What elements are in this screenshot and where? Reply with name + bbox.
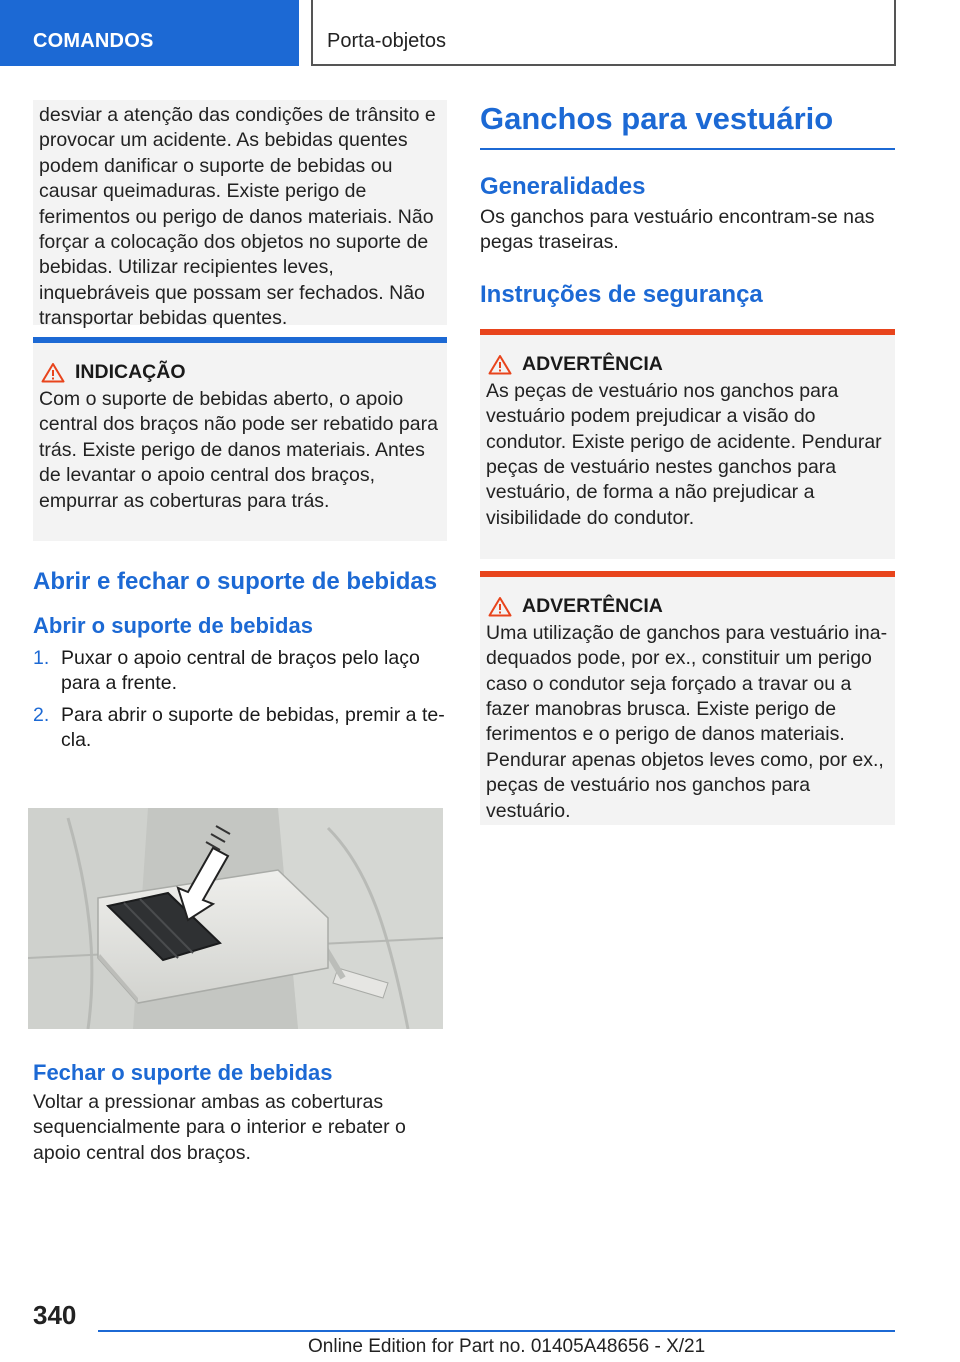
warning-triangle-icon xyxy=(488,596,512,617)
warning-triangle-icon xyxy=(488,354,512,375)
footer-divider xyxy=(98,1330,895,1332)
notice-box xyxy=(33,337,447,541)
steps-list xyxy=(33,646,447,754)
step-text: Para abrir o suporte de bebidas, premir a tecla. xyxy=(61,703,445,752)
warning-title-row xyxy=(486,353,889,376)
subheading-safety: Instruções de segurança xyxy=(480,280,763,308)
list-item xyxy=(33,646,447,697)
warning-text: As peças de vestuário nos ganchos para vestuário podem prejudicar a visão do condutor. Existe perigo de acidente. Pendurar peças de vestuário nestes ganchos para vestuário, de forma a não prejudicar a visibilidade do condutor. xyxy=(486,379,882,529)
page-number: 340 xyxy=(33,1300,77,1330)
section-heading-hooks: Ganchos para vestuário xyxy=(480,100,895,150)
topic-header xyxy=(311,0,896,66)
warning-title: ADVERTÊNCIA xyxy=(522,594,663,617)
edition-text: Online Edition for Part no. 01405A48656 - X/21 xyxy=(308,1336,706,1357)
subheading-general: Generalidades xyxy=(480,173,646,200)
warning-title-row xyxy=(486,595,889,618)
continued-warning-text: desviar a atenção das condições de trânsito e provocar um acidente. As bebidas quentes podem danificar o suporte de bebidas ou causar queimaduras. Existe perigo de ferimentos ou perigo de danos materiais. Não forçar a colocação dos objetos no suporte de bebidas. Utilizar recipientes leves, inquebráveis que possam ser fechados. Não transportar bebidas quentes. xyxy=(39,104,436,330)
subheading-close: Fechar o suporte de bebidas xyxy=(33,1060,333,1085)
topic-title: Porta-objetos xyxy=(327,30,446,52)
list-item xyxy=(33,703,447,754)
warning-box xyxy=(480,571,895,825)
subheading-open: Abrir o suporte de bebidas xyxy=(33,613,313,638)
section-tab xyxy=(0,0,299,66)
warning-title: ADVERTÊNCIA xyxy=(522,352,663,375)
close-section xyxy=(33,1059,447,1166)
warning-text: Uma utilização de ganchos para vestuário inadequados pode, por ex., constituir um perigo caso o condutor seja forçado a travar ou a fazer manobras brusca. Existe perigo de ferimentos e o perigo de danos materiais. Pendurar apenas objetos leves como, por ex., peças de vestuário nos ganchos para vestuário. xyxy=(486,621,888,822)
notice-text: Com o suporte de bebidas aberto, o apoio central dos braços não pode ser rebatido para trás. Existe perigo de danos materiais. Antes de levantar o apoio central dos braços, empurrar as coberturas para trás. xyxy=(39,388,438,512)
notice-title-row xyxy=(39,361,441,384)
left-column xyxy=(33,100,447,760)
section-heading-cupholder: Abrir e fechar o suporte de bebidas xyxy=(33,568,438,595)
step-number: 1. xyxy=(33,647,50,669)
close-text: Voltar a pressionar ambas as coberturas sequencialmente para o interior e rebater o apoio central dos braços. xyxy=(33,1091,406,1164)
continued-warning-box xyxy=(33,100,447,330)
section-title: COMANDOS xyxy=(33,30,154,52)
right-column xyxy=(480,100,895,825)
cupholder-photo xyxy=(28,808,443,1029)
notice-title: INDICAÇÃO xyxy=(75,361,186,383)
armrest-illustration xyxy=(28,808,443,1029)
warning-triangle-icon xyxy=(41,362,65,383)
step-text: Puxar o apoio central de braços pelo laço para a frente. xyxy=(61,647,420,695)
general-text: Os ganchos para vestuário encontram-se nas pegas traseiras. xyxy=(480,206,875,254)
step-number: 2. xyxy=(33,703,50,726)
warning-box xyxy=(480,329,895,559)
